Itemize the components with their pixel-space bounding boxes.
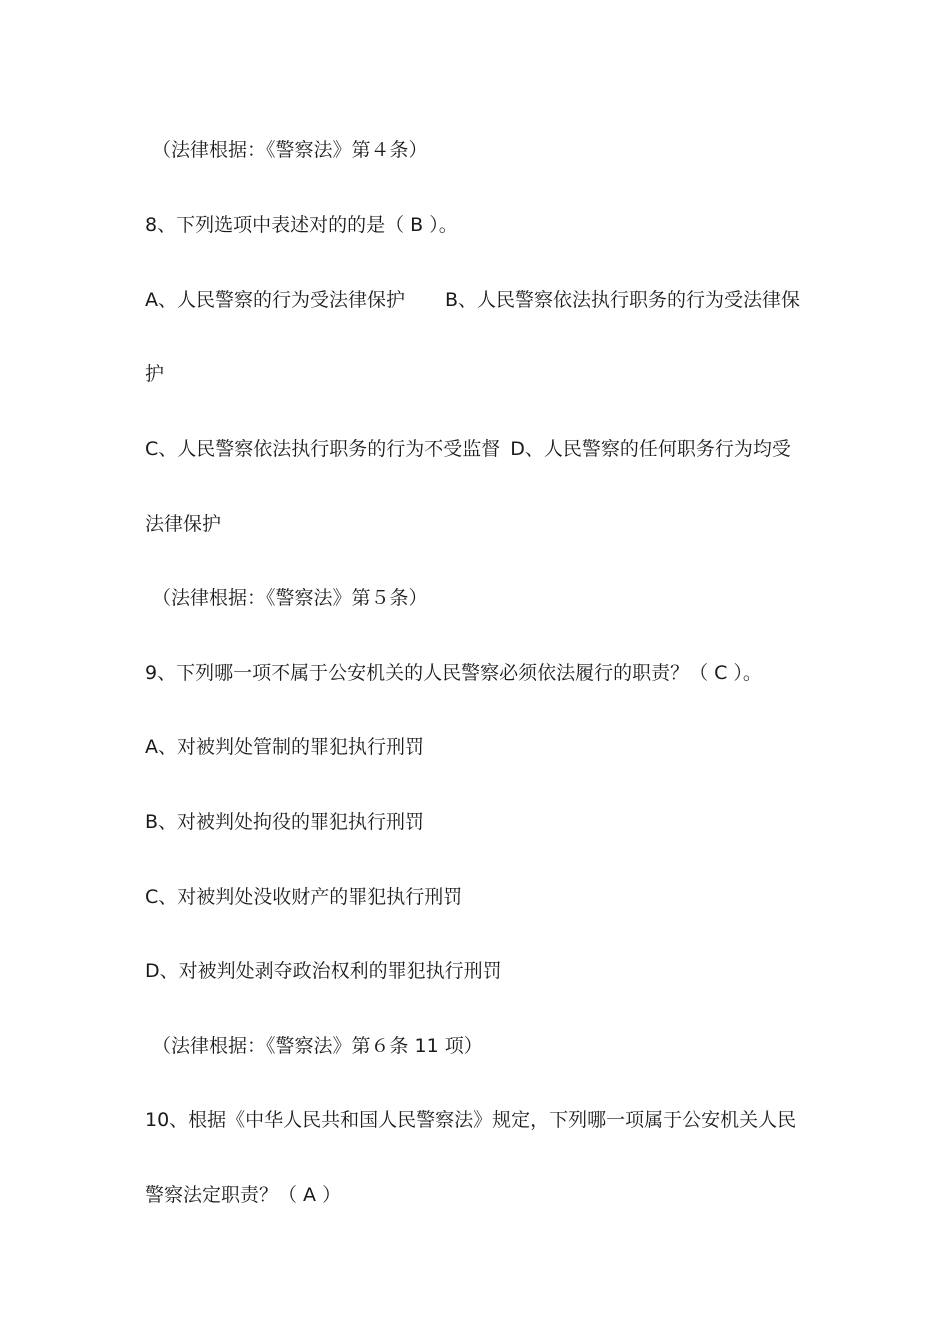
question-8-options-cd	[145, 437, 825, 461]
question-9: 9、下列哪一项不属于公安机关的人民警察必须依法履行的职责？（ C ）。	[145, 662, 762, 684]
question-8-options-ab	[145, 288, 825, 312]
question-9-option-b: B、对被判处拘役的罪犯执行刑罚	[145, 811, 425, 833]
question-9-option-c: C、对被判处没收财产的罪犯执行刑罚	[145, 886, 463, 908]
question-10: 10、根据《中华人民共和国人民警察法》规定，下列哪一项属于公安机关人民	[145, 1109, 797, 1131]
question-8-option-c: C、人民警察依法执行职务的行为不受监督	[145, 438, 501, 460]
question-8-option-b-continued: 护	[145, 363, 165, 385]
question-8-option-b: B、人民警察依法执行职务的行为受法律保	[445, 289, 801, 311]
question-8-option-a: A、人民警察的行为受法律保护	[145, 289, 405, 311]
question-8: 8、下列选项中表述对的的是（ B ）。	[145, 214, 458, 236]
question-8-option-d: D、人民警察的任何职务行为均受	[510, 438, 791, 460]
question-9-option-a: A、对被判处管制的罪犯执行刑罚	[145, 736, 424, 758]
legal-basis-q9: （法律根据：《警察法》第６条 11 项）	[152, 1035, 483, 1057]
question-10-continued: 警察法定职责？（ A ）	[145, 1184, 342, 1206]
question-9-option-d: D、对被判处剥夺政治权利的罪犯执行刑罚	[145, 960, 502, 982]
question-8-option-d-continued: 法律保护	[145, 513, 222, 535]
legal-basis-q7: （法律根据：《警察法》第４条）	[152, 139, 428, 161]
legal-basis-q8: （法律根据：《警察法》第５条）	[152, 587, 428, 609]
